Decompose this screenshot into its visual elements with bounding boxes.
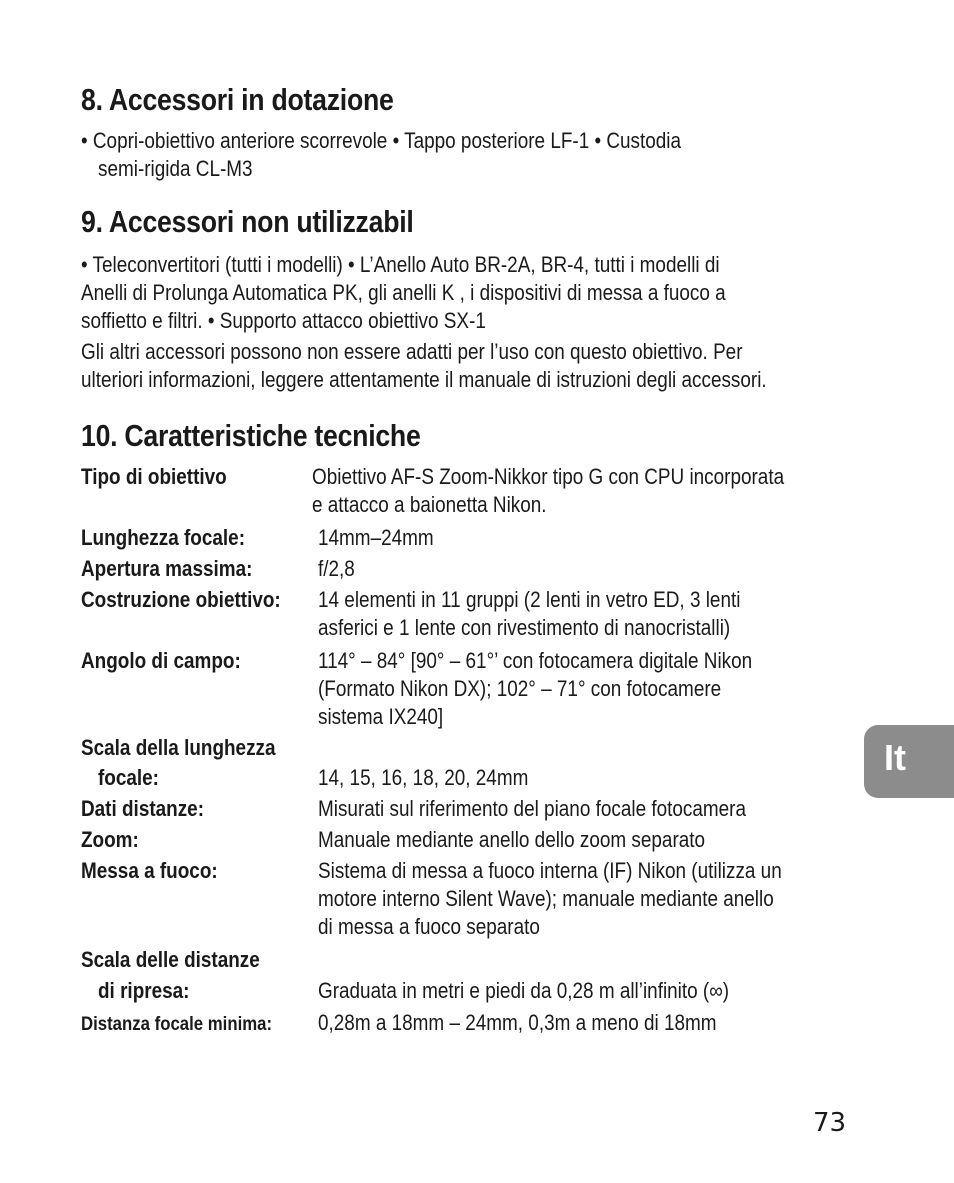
language-tab <box>864 725 954 798</box>
spec-label: Distanza focale minima: <box>81 1013 273 1035</box>
spec-value: sistema IX240] <box>318 704 444 729</box>
spec-value: 14, 15, 16, 18, 20, 24mm <box>318 765 529 790</box>
spec-label: Messa a fuoco: <box>81 858 218 883</box>
section8-line2: semi-rigida CL-M3 <box>98 156 253 181</box>
spec-label: Tipo di obiettivo <box>81 464 227 489</box>
spec-label: Costruzione obiettivo: <box>81 587 281 612</box>
spec-label: Zoom: <box>81 827 139 852</box>
section9-line: • Teleconvertitori (tutti i modelli) • L’Anello Auto BR-2A, BR-4, tutti i modelli di <box>81 252 720 277</box>
spec-value: 114° – 84° [90° – 61°’ con fotocamera digitale Nikon <box>318 648 753 673</box>
spec-label-cont: di ripresa: <box>98 978 190 1003</box>
spec-value: 14mm–24mm <box>318 525 434 550</box>
spec-label: Angolo di campo: <box>81 648 241 673</box>
section9-line: Gli altri accessori possono non essere adatti per l’uso con questo obiettivo. Per <box>81 339 743 364</box>
section9-heading: 9. Accessori non utilizzabil <box>81 204 414 239</box>
section8-line1: • Copri-obiettivo anteriore scorrevole • Tappo posteriore LF-1 • Custodia <box>81 128 682 153</box>
section10-heading: 10. Caratteristiche tecniche <box>81 418 421 453</box>
spec-value: Manuale mediante anello dello zoom separato <box>318 827 706 852</box>
spec-value: Obiettivo AF-S Zoom-Nikkor tipo G con CPU incorporata <box>312 464 785 489</box>
spec-value: di messa a fuoco separato <box>318 914 540 939</box>
spec-value: Misurati sul riferimento del piano focale fotocamera <box>318 796 747 821</box>
spec-label: Dati distanze: <box>81 796 205 821</box>
spec-value: asferici e 1 lente con rivestimento di nanocristalli) <box>318 615 731 640</box>
spec-value: motore interno Silent Wave); manuale mediante anello <box>318 886 774 911</box>
spec-value: Graduata in metri e piedi da 0,28 m all’infinito (∞) <box>318 978 730 1003</box>
section9-line: ulteriori informazioni, leggere attentamente il manuale di istruzioni degli accessori. <box>81 367 767 392</box>
language-tab-label: It <box>884 737 906 778</box>
spec-label-cont: focale: <box>98 765 159 790</box>
spec-value: (Formato Nikon DX); 102° – 71° con fotocamere <box>318 676 722 701</box>
spec-label: Scala delle distanze <box>81 947 260 972</box>
spec-value: f/2,8 <box>318 556 355 581</box>
section8-heading: 8. Accessori in dotazione <box>81 82 394 117</box>
spec-label: Apertura massima: <box>81 556 253 581</box>
spec-value: 14 elementi in 11 gruppi (2 lenti in vetro ED, 3 lenti <box>318 587 741 612</box>
section9-line: Anelli di Prolunga Automatica PK, gli anelli K , i dispositivi di messa a fuoco a <box>81 280 726 305</box>
spec-value: 0,28m a 18mm – 24mm, 0,3m a meno di 18mm <box>318 1010 717 1035</box>
spec-value: Sistema di messa a fuoco interna (IF) Nikon (utilizza un <box>318 858 782 883</box>
spec-label: Scala della lunghezza <box>81 735 276 760</box>
page-number: 73 <box>813 1108 847 1138</box>
section9-line: soffietto e filtri. • Supporto attacco obiettivo SX-1 <box>81 308 486 333</box>
spec-value: e attacco a baionetta Nikon. <box>312 492 547 517</box>
spec-label: Lunghezza focale: <box>81 525 245 550</box>
